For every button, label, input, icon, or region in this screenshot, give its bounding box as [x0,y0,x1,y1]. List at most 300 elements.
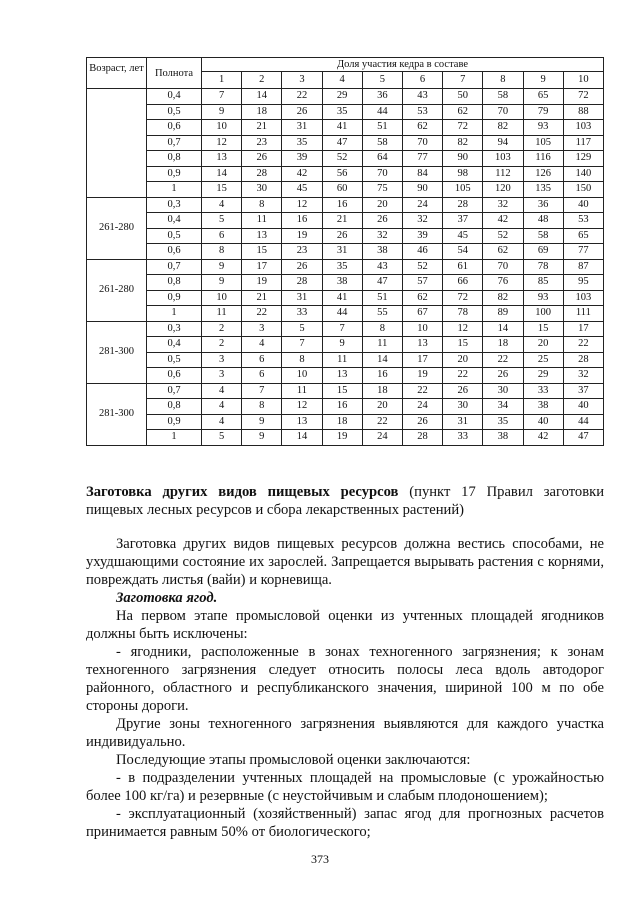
value-cell: 9 [322,337,362,353]
value-cell: 28 [402,430,442,446]
table-row [87,352,604,368]
value-cell: 98 [443,166,483,182]
value-cell: 15 [443,337,483,353]
value-cell: 7 [322,321,362,337]
value-cell: 4 [202,399,242,415]
table-body [87,89,604,446]
value-cell: 20 [362,197,402,213]
value-cell: 30 [483,383,523,399]
value-cell: 105 [523,135,563,151]
value-cell: 32 [483,197,523,213]
value-cell: 72 [443,290,483,306]
age-cell [87,89,147,198]
value-cell: 8 [362,321,402,337]
value-cell: 39 [282,151,322,167]
value-cell: 21 [242,120,282,136]
table-container [86,57,604,446]
value-cell: 3 [242,321,282,337]
value-cell: 32 [402,213,442,229]
value-cell: 10 [282,368,322,384]
value-cell: 18 [483,337,523,353]
value-cell: 26 [483,368,523,384]
density-cell: 0,7 [147,383,202,399]
value-cell: 66 [443,275,483,291]
value-cell: 19 [282,228,322,244]
value-cell: 8 [242,399,282,415]
value-cell: 23 [282,244,322,260]
value-cell: 15 [523,321,563,337]
value-cell: 42 [282,166,322,182]
value-cell: 87 [563,259,603,275]
subheading: Заготовка ягод. [116,590,218,606]
value-cell: 22 [402,383,442,399]
value-cell: 9 [202,259,242,275]
value-cell: 26 [282,104,322,120]
value-cell: 31 [322,244,362,260]
value-cell: 61 [443,259,483,275]
age-cell: 281-300 [87,321,147,383]
share-column-header: 6 [402,72,442,89]
value-cell: 32 [362,228,402,244]
value-cell: 72 [443,120,483,136]
value-cell: 13 [322,368,362,384]
value-cell: 84 [402,166,442,182]
cedar-share-table [86,57,604,446]
density-cell: 0,4 [147,89,202,105]
value-cell: 35 [282,135,322,151]
value-cell: 10 [202,120,242,136]
value-cell: 82 [483,120,523,136]
value-cell: 8 [282,352,322,368]
share-column-header: 1 [202,72,242,89]
table-row [87,244,604,260]
share-column-header: 4 [322,72,362,89]
value-cell: 11 [242,213,282,229]
density-cell: 0,6 [147,368,202,384]
density-cell: 1 [147,430,202,446]
value-cell: 16 [282,213,322,229]
value-cell: 95 [563,275,603,291]
value-cell: 150 [563,182,603,198]
share-column-group-header: Доля участия кедра в составе [202,58,604,72]
value-cell: 89 [483,306,523,322]
value-cell: 21 [322,213,362,229]
value-cell: 12 [443,321,483,337]
value-cell: 47 [322,135,362,151]
value-cell: 28 [242,166,282,182]
value-cell: 90 [402,182,442,198]
value-cell: 52 [402,259,442,275]
value-cell: 50 [443,89,483,105]
table-row [87,337,604,353]
value-cell: 78 [523,259,563,275]
value-cell: 20 [362,399,402,415]
density-cell: 1 [147,182,202,198]
value-cell: 16 [322,197,362,213]
density-cell: 0,4 [147,213,202,229]
age-cell: 261-280 [87,197,147,259]
value-cell: 22 [362,414,402,430]
value-cell: 28 [563,352,603,368]
table-row [87,321,604,337]
share-column-header: 7 [443,72,483,89]
share-column-header: 10 [563,72,603,89]
value-cell: 47 [563,430,603,446]
value-cell: 24 [402,197,442,213]
table-row [87,213,604,229]
value-cell: 18 [242,104,282,120]
value-cell: 53 [563,213,603,229]
value-cell: 5 [202,430,242,446]
paragraph: Последующие этапы промысловой оценки заключаются: [116,752,471,768]
section-heading-rest: (пункт 17 Правил заготовки пищевых лесных ресурсов и сбора лекарственных растений) [86,484,605,518]
table-row [87,259,604,275]
value-cell: 57 [402,275,442,291]
value-cell: 93 [523,290,563,306]
value-cell: 52 [483,228,523,244]
value-cell: 9 [242,414,282,430]
value-cell: 19 [402,368,442,384]
paragraph: Заготовка других видов пищевых ресурсов должна вестись способами, не ухудшающими состояние их зарослей. Запрещается вырывать растения с корнями, повреждать листья (вайи) и корневища. [86,536,604,588]
value-cell: 38 [322,275,362,291]
density-cell: 0,7 [147,135,202,151]
value-cell: 13 [202,151,242,167]
density-cell: 1 [147,306,202,322]
value-cell: 40 [563,399,603,415]
value-cell: 26 [242,151,282,167]
value-cell: 65 [563,228,603,244]
value-cell: 16 [362,368,402,384]
value-cell: 82 [483,290,523,306]
value-cell: 5 [202,213,242,229]
value-cell: 112 [483,166,523,182]
value-cell: 78 [443,306,483,322]
value-cell: 23 [242,135,282,151]
density-column-header: Полнота [147,58,202,89]
table-row [87,182,604,198]
table-row [87,275,604,291]
value-cell: 129 [563,151,603,167]
paragraph: Другие зоны техногенного загрязнения выявляются для каждого участка индивидуально. [86,716,604,750]
value-cell: 9 [202,275,242,291]
table-row [87,104,604,120]
table-row [87,368,604,384]
value-cell: 103 [563,120,603,136]
density-cell: 0,5 [147,228,202,244]
value-cell: 18 [322,414,362,430]
value-cell: 31 [282,120,322,136]
value-cell: 44 [322,306,362,322]
density-cell: 0,3 [147,321,202,337]
value-cell: 9 [202,104,242,120]
value-cell: 19 [322,430,362,446]
value-cell: 56 [322,166,362,182]
value-cell: 120 [483,182,523,198]
value-cell: 62 [443,104,483,120]
density-cell: 0,7 [147,259,202,275]
value-cell: 116 [523,151,563,167]
value-cell: 28 [282,275,322,291]
density-cell: 0,6 [147,120,202,136]
value-cell: 46 [402,244,442,260]
value-cell: 3 [202,352,242,368]
value-cell: 8 [242,197,282,213]
value-cell: 26 [402,414,442,430]
value-cell: 4 [202,197,242,213]
value-cell: 58 [523,228,563,244]
share-column-header: 2 [242,72,282,89]
value-cell: 55 [362,306,402,322]
density-cell: 0,8 [147,275,202,291]
value-cell: 6 [242,368,282,384]
page-number: 373 [311,852,329,866]
value-cell: 44 [563,414,603,430]
value-cell: 17 [402,352,442,368]
value-cell: 111 [563,306,603,322]
value-cell: 43 [362,259,402,275]
value-cell: 14 [483,321,523,337]
value-cell: 69 [523,244,563,260]
value-cell: 24 [362,430,402,446]
share-column-header: 9 [523,72,563,89]
value-cell: 75 [362,182,402,198]
value-cell: 4 [202,414,242,430]
value-cell: 22 [483,352,523,368]
age-column-header: Возраст, лет [87,58,147,89]
value-cell: 30 [242,182,282,198]
value-cell: 85 [523,275,563,291]
table-row [87,306,604,322]
value-cell: 51 [362,120,402,136]
value-cell: 44 [362,104,402,120]
value-cell: 54 [443,244,483,260]
value-cell: 9 [242,430,282,446]
value-cell: 7 [242,383,282,399]
value-cell: 6 [202,228,242,244]
value-cell: 22 [282,89,322,105]
density-cell: 0,5 [147,104,202,120]
value-cell: 64 [362,151,402,167]
value-cell: 62 [483,244,523,260]
value-cell: 12 [282,399,322,415]
value-cell: 135 [523,182,563,198]
value-cell: 21 [242,290,282,306]
value-cell: 77 [563,244,603,260]
value-cell: 90 [443,151,483,167]
value-cell: 70 [483,104,523,120]
value-cell: 7 [202,89,242,105]
value-cell: 35 [322,104,362,120]
value-cell: 14 [202,166,242,182]
value-cell: 48 [523,213,563,229]
value-cell: 22 [443,368,483,384]
density-cell: 0,3 [147,197,202,213]
value-cell: 33 [443,430,483,446]
value-cell: 12 [202,135,242,151]
value-cell: 37 [563,383,603,399]
value-cell: 117 [563,135,603,151]
value-cell: 29 [322,89,362,105]
value-cell: 33 [282,306,322,322]
value-cell: 100 [523,306,563,322]
value-cell: 12 [282,197,322,213]
value-cell: 105 [443,182,483,198]
paragraph: - эксплуатационный (хозяйственный) запас ягод для прогнозных расчетов принимается равным 50% от биологического; [86,806,604,840]
value-cell: 4 [202,383,242,399]
value-cell: 15 [202,182,242,198]
table-row [87,89,604,105]
value-cell: 20 [443,352,483,368]
value-cell: 41 [322,120,362,136]
value-cell: 17 [563,321,603,337]
table-row [87,135,604,151]
paragraph: - в подразделении учтенных площадей на промысловые (с урожайностью более 100 кг/га) и резервные (с неустойчивым и слабым плодоношением); [86,770,604,804]
value-cell: 26 [322,228,362,244]
value-cell: 37 [443,213,483,229]
value-cell: 79 [523,104,563,120]
table-row [87,228,604,244]
density-cell: 0,8 [147,399,202,415]
value-cell: 31 [282,290,322,306]
value-cell: 53 [402,104,442,120]
value-cell: 10 [202,290,242,306]
value-cell: 8 [202,244,242,260]
value-cell: 126 [523,166,563,182]
table-row [87,383,604,399]
value-cell: 5 [282,321,322,337]
value-cell: 32 [563,368,603,384]
value-cell: 20 [523,337,563,353]
value-cell: 31 [443,414,483,430]
age-cell: 281-300 [87,383,147,445]
value-cell: 62 [402,290,442,306]
value-cell: 10 [402,321,442,337]
value-cell: 26 [443,383,483,399]
value-cell: 11 [322,352,362,368]
paragraph: На первом этапе промысловой оценки из учтенных площадей ягодников должны быть исключены: [86,608,604,642]
density-cell: 0,6 [147,244,202,260]
value-cell: 35 [322,259,362,275]
value-cell: 11 [202,306,242,322]
value-cell: 60 [322,182,362,198]
table-row [87,414,604,430]
value-cell: 14 [362,352,402,368]
value-cell: 30 [443,399,483,415]
value-cell: 3 [202,368,242,384]
density-cell: 0,5 [147,352,202,368]
value-cell: 14 [282,430,322,446]
share-column-header: 3 [282,72,322,89]
value-cell: 103 [563,290,603,306]
value-cell: 4 [242,337,282,353]
value-cell: 58 [362,135,402,151]
table-row [87,166,604,182]
value-cell: 38 [523,399,563,415]
value-cell: 2 [202,321,242,337]
value-cell: 2 [202,337,242,353]
value-cell: 33 [523,383,563,399]
value-cell: 88 [563,104,603,120]
table-row [87,290,604,306]
value-cell: 38 [483,430,523,446]
value-cell: 26 [362,213,402,229]
value-cell: 7 [282,337,322,353]
value-cell: 38 [362,244,402,260]
value-cell: 103 [483,151,523,167]
value-cell: 11 [282,383,322,399]
table-row [87,399,604,415]
value-cell: 17 [242,259,282,275]
density-cell: 0,9 [147,414,202,430]
value-cell: 76 [483,275,523,291]
value-cell: 6 [242,352,282,368]
value-cell: 62 [402,120,442,136]
value-cell: 140 [563,166,603,182]
value-cell: 52 [322,151,362,167]
value-cell: 51 [362,290,402,306]
value-cell: 25 [523,352,563,368]
value-cell: 16 [322,399,362,415]
value-cell: 18 [362,383,402,399]
value-cell: 13 [402,337,442,353]
density-cell: 0,8 [147,151,202,167]
value-cell: 15 [322,383,362,399]
value-cell: 70 [362,166,402,182]
value-cell: 39 [402,228,442,244]
value-cell: 45 [282,182,322,198]
value-cell: 42 [483,213,523,229]
paragraph: - ягодники, расположенные в зонах техногенного загрязнения; к зонам техногенного загрязнения следует относить полосы леса вдоль автодорог районного, областного и республиканского значения, шириной 100 м по обе стороны дороги. [86,644,604,714]
density-cell: 0,9 [147,166,202,182]
value-cell: 72 [563,89,603,105]
table-row [87,151,604,167]
value-cell: 36 [523,197,563,213]
value-cell: 93 [523,120,563,136]
section-heading-bold: Заготовка других видов пищевых ресурсов [86,484,399,500]
value-cell: 42 [523,430,563,446]
value-cell: 67 [402,306,442,322]
value-cell: 47 [362,275,402,291]
value-cell: 94 [483,135,523,151]
value-cell: 13 [282,414,322,430]
value-cell: 35 [483,414,523,430]
value-cell: 14 [242,89,282,105]
value-cell: 43 [402,89,442,105]
value-cell: 65 [523,89,563,105]
value-cell: 22 [563,337,603,353]
share-column-header: 5 [362,72,402,89]
value-cell: 15 [242,244,282,260]
value-cell: 28 [443,197,483,213]
value-cell: 22 [242,306,282,322]
table-row [87,120,604,136]
density-cell: 0,4 [147,337,202,353]
value-cell: 77 [402,151,442,167]
value-cell: 40 [563,197,603,213]
value-cell: 41 [322,290,362,306]
value-cell: 11 [362,337,402,353]
value-cell: 19 [242,275,282,291]
value-cell: 45 [443,228,483,244]
value-cell: 70 [402,135,442,151]
share-column-header: 8 [483,72,523,89]
value-cell: 24 [402,399,442,415]
value-cell: 40 [523,414,563,430]
density-cell: 0,9 [147,290,202,306]
section-heading [86,483,604,519]
table-row [87,430,604,446]
value-cell: 13 [242,228,282,244]
